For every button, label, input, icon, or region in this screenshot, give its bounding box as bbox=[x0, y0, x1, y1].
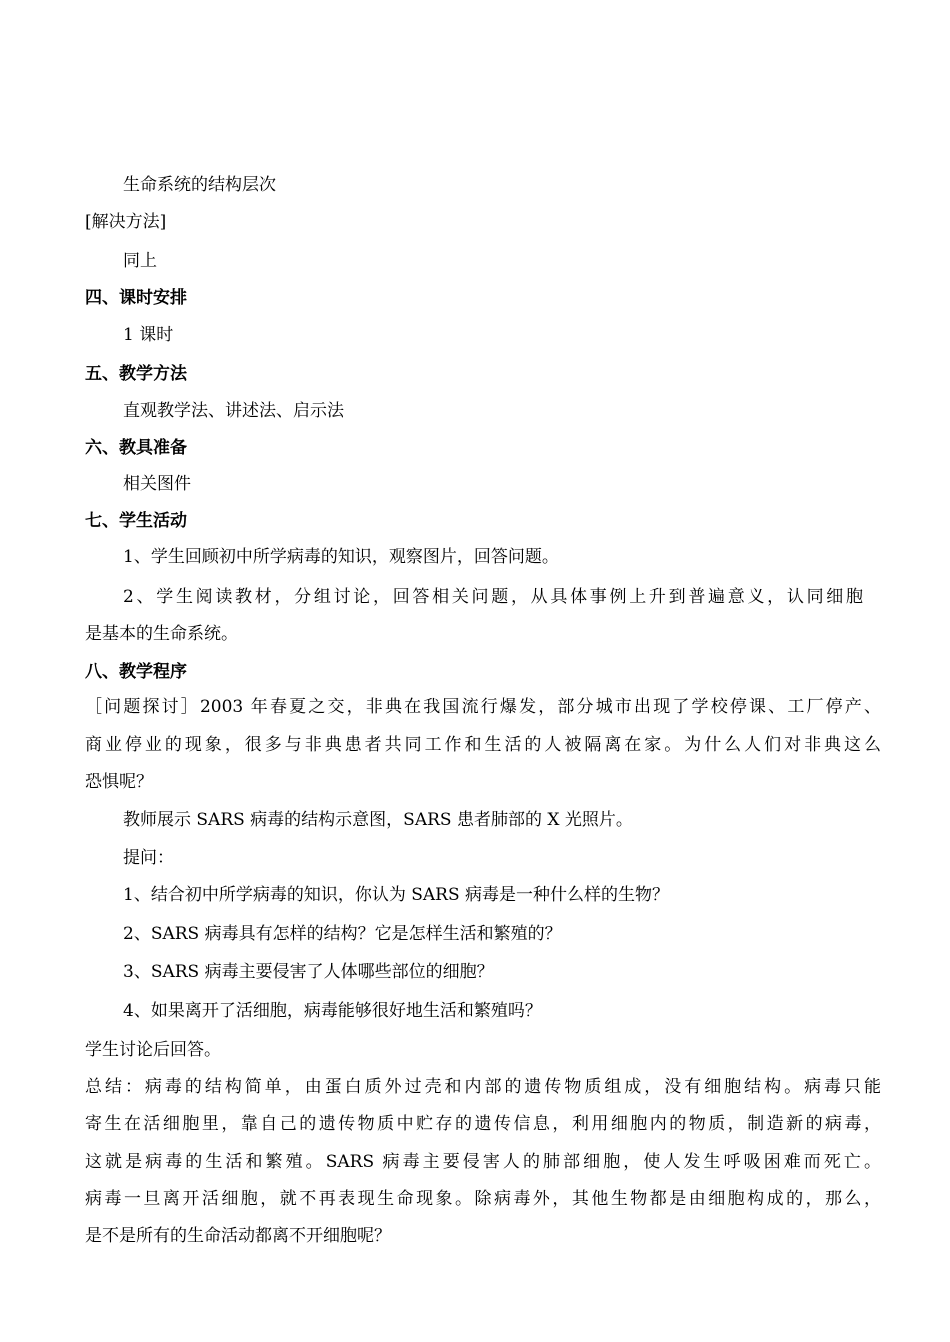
activity-2-line-2: 是基本的生命系统。 bbox=[85, 624, 238, 644]
activity-1: 1、学生回顾初中所学病毒的知识，观察图片，回答问题。 bbox=[123, 547, 559, 567]
question-2: 2、SARS 病毒具有怎样的结构？它是怎样生活和繁殖的？ bbox=[123, 924, 562, 944]
paragraph-materials: 相关图件 bbox=[123, 474, 191, 494]
paragraph-method-label: [解决方法] bbox=[85, 212, 167, 232]
ask-label: 提问： bbox=[123, 848, 174, 868]
paragraph-same-as-above: 同上 bbox=[123, 251, 157, 271]
question-1: 1、结合初中所学病毒的知识，你认为 SARS 病毒是一种什么样的生物？ bbox=[123, 885, 669, 905]
summary-line-1: 总结：病毒的结构简单，由蛋白质外过壳和内部的遗传物质组成，没有细胞结构。病毒只能 bbox=[85, 1077, 881, 1097]
explore-line-2: 商业停业的现象，很多与非典患者共同工作和生活的人被隔离在家。为什么人们对非典这么 bbox=[85, 735, 881, 755]
paragraph-structure-levels: 生命系统的结构层次 bbox=[123, 175, 276, 195]
heading-class-schedule: 四、课时安排 bbox=[85, 288, 187, 308]
summary-line-2: 寄生在活细胞里，靠自己的遗传物质中贮存的遗传信息，利用细胞内的物质，制造新的病毒， bbox=[85, 1114, 881, 1134]
paragraph-one-class: 1 课时 bbox=[123, 325, 174, 345]
explore-line-3: 恐惧呢？ bbox=[85, 772, 153, 792]
paragraph-methods: 直观教学法、讲述法、启示法 bbox=[123, 401, 344, 421]
discuss-note: 学生讨论后回答。 bbox=[85, 1040, 221, 1060]
summary-line-3: 这就是病毒的生活和繁殖。SARS 病毒主要侵害人的肺部细胞，使人发生呼吸困难而死亡。 bbox=[85, 1152, 881, 1172]
question-3: 3、SARS 病毒主要侵害了人体哪些部位的细胞？ bbox=[123, 962, 494, 982]
heading-teaching-methods: 五、教学方法 bbox=[85, 364, 187, 384]
heading-student-activities: 七、学生活动 bbox=[85, 511, 187, 531]
heading-teaching-aids: 六、教具准备 bbox=[85, 438, 187, 458]
activity-2-line-1: 2、学生阅读教材，分组讨论，回答相关问题，从具体事例上升到普遍意义，认同细胞 bbox=[123, 587, 863, 607]
explore-line-1: ［问题探讨］2003 年春夏之交，非典在我国流行爆发，部分城市出现了学校停课、工厂停产、 bbox=[85, 697, 881, 717]
heading-teaching-procedure: 八、教学程序 bbox=[85, 662, 187, 682]
question-4: 4、如果离开了活细胞，病毒能够很好地生活和繁殖吗？ bbox=[123, 1001, 542, 1021]
summary-line-4: 病毒一旦离开活细胞，就不再表现生命现象。除病毒外，其他生物都是由细胞构成的，那么， bbox=[85, 1189, 881, 1209]
teacher-show: 教师展示 SARS 病毒的结构示意图，SARS 患者肺部的 X 光照片。 bbox=[123, 810, 633, 830]
summary-line-5: 是不是所有的生命活动都离不开细胞呢？ bbox=[85, 1226, 391, 1246]
